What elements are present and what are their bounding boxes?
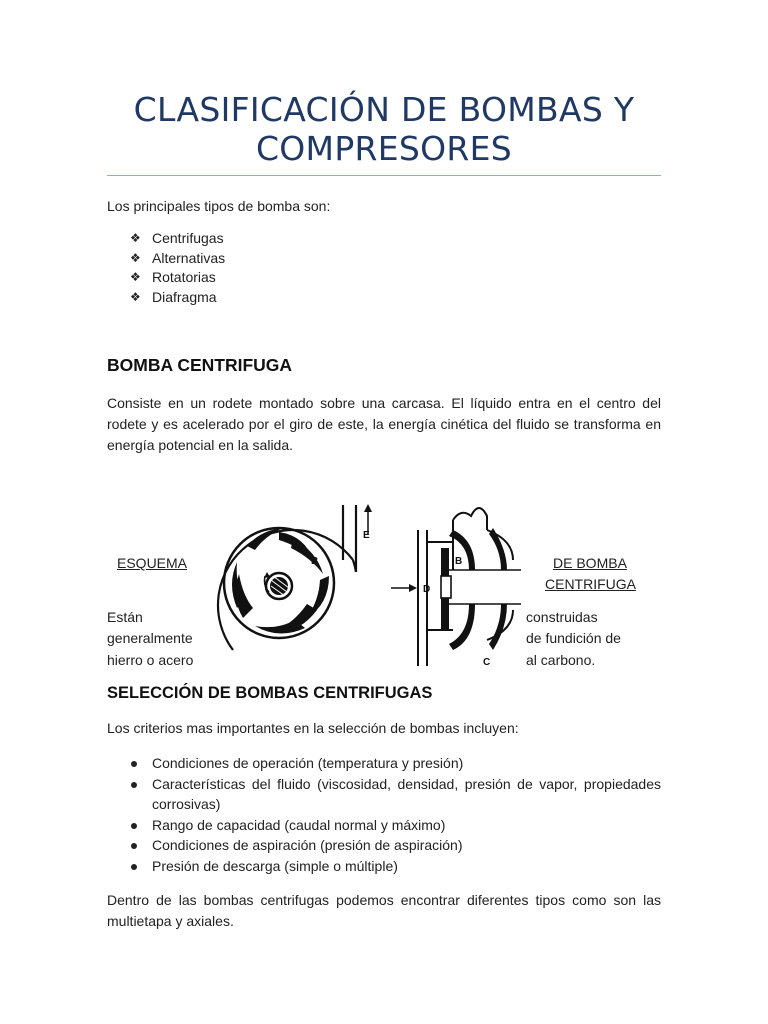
list-item: Rango de capacidad (caudal normal y máximo) xyxy=(107,815,661,836)
section-heading-seleccion: SELECCIÓN DE BOMBAS CENTRIFUGAS xyxy=(107,684,433,702)
wrap-text-left: Están xyxy=(107,609,143,625)
bullet-icon xyxy=(131,864,137,870)
diagram-label-e: E xyxy=(363,530,370,541)
intro-paragraph: Los principales tipos de bomba son: xyxy=(107,198,331,214)
bullet-icon xyxy=(131,823,137,829)
section2-intro: Los criterios mas importantes en la selección de bombas incluyen: xyxy=(107,720,519,736)
wrap-text-left: generalmente xyxy=(107,630,193,646)
list-item: ❖ Alternativas xyxy=(107,249,225,269)
wrap-text-right: de fundición de xyxy=(526,630,621,646)
list-item: Características del fluido (viscosidad, densidad, presión de vapor, propiedades corrosivas) xyxy=(107,774,661,815)
section-heading-bomba-centrifuga: BOMBA CENTRIFUGA xyxy=(107,355,293,375)
figure-label-de-bomba: DE BOMBA xyxy=(553,555,627,571)
bullet-icon xyxy=(131,843,137,849)
diamond-bullet-icon: ❖ xyxy=(130,270,141,285)
list-item: ❖ Diafragma xyxy=(107,288,225,308)
closing-paragraph: Dentro de las bombas centrifugas podemos encontrar diferentes tipos como son las multietapa y axiales. xyxy=(107,892,661,929)
bullet-icon xyxy=(131,761,137,767)
figure-label-esquema: ESQUEMA xyxy=(117,555,188,571)
pump-types-list xyxy=(107,229,225,307)
diagram-label-b: B xyxy=(311,556,319,567)
list-item: Condiciones de aspiración (presión de aspiración) xyxy=(107,835,661,856)
document-title: CLASIFICACIÓN DE BOMBAS Y COMPRESORES xyxy=(133,90,635,168)
list-item: Presión de descarga (simple o múltiple) xyxy=(107,856,661,877)
diagram-label-c: C xyxy=(483,657,491,666)
title-divider xyxy=(107,175,661,176)
diamond-bullet-icon: ❖ xyxy=(130,250,141,265)
list-item: ❖ Rotatorias xyxy=(107,268,225,288)
wrap-text-right: construidas xyxy=(526,609,598,625)
list-item: Condiciones de operación (temperatura y presión) xyxy=(107,753,661,774)
figure-label-centrifuga: CENTRIFUGA xyxy=(545,576,636,592)
list-item: ❖ Centrifugas xyxy=(107,229,225,249)
criteria-list xyxy=(107,753,661,876)
centrifugal-pump-diagram xyxy=(213,500,521,666)
wrap-text-right: al carbono. xyxy=(526,652,596,668)
diamond-bullet-icon: ❖ xyxy=(130,231,141,245)
section1-paragraph: Consiste en un rodete montado sobre una carcasa. El líquido entra en el centro del rodete y es acelerado por el giro de este, la energía cinética del fluido se transforma en energía potencial en la salida. xyxy=(107,395,661,453)
pump-schematic-svg xyxy=(213,500,521,666)
diamond-bullet-icon: ❖ xyxy=(130,289,141,304)
diagram-label-d: D xyxy=(423,584,431,595)
bullet-icon xyxy=(131,782,137,788)
diagram-label-b-section: B xyxy=(455,556,463,567)
wrap-text-left: hierro o acero xyxy=(107,652,194,668)
